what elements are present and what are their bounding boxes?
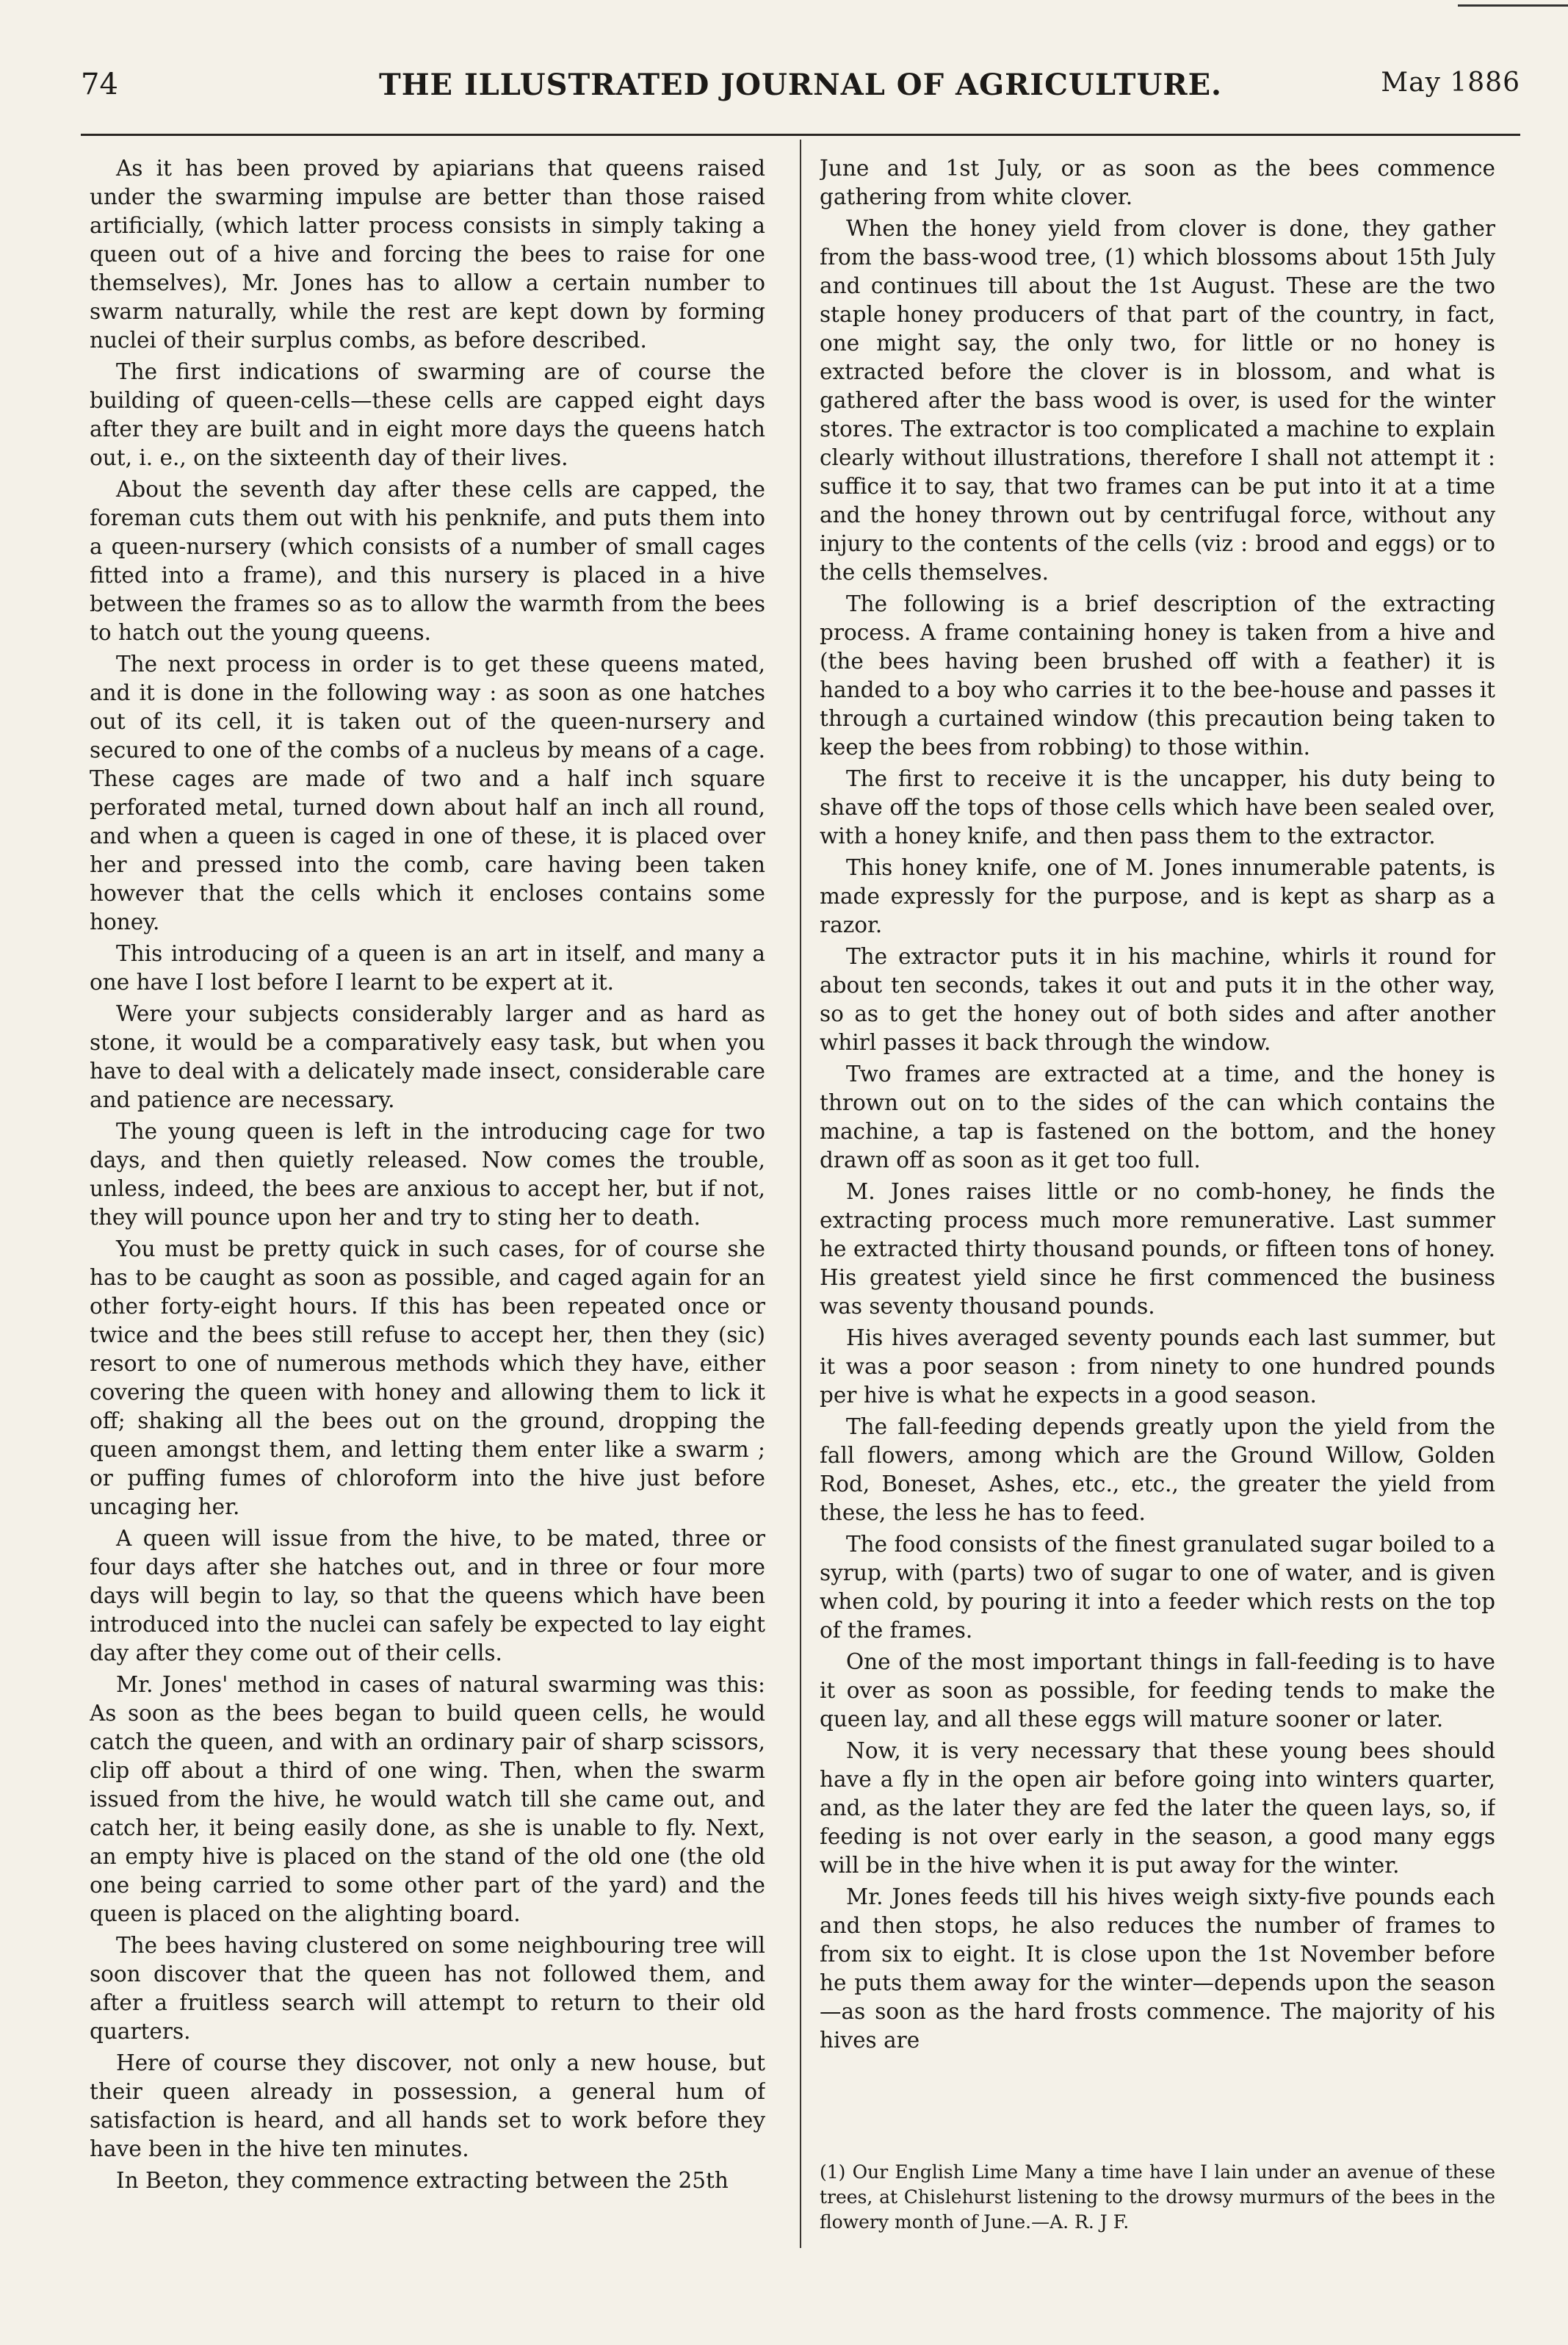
paragraph: Here of course they discover, not only a new house, but their queen already in possession, a general hum of satisfaction is heard, and all hands set to work before they have been in the hive ten minutes. bbox=[90, 2050, 765, 2161]
paragraph: A queen will issue from the hive, to be mated, three or four days after she hatches out, and in three or four more days will begin to lay, so that the queens which have been introduced into the nuclei can safely be expected to lay eight day after they come out of their cells. bbox=[90, 1526, 765, 1665]
column-divider bbox=[800, 140, 801, 2248]
paragraph: Now, it is very necessary that these young bees should have a fly in the open air before going into winters quarter, and, as the later they are fed the later the queen lays, so, if feeding is not over early in the season, a good many eggs will be in the hive when it is put away for the winter. bbox=[820, 1738, 1495, 1878]
paragraph: The extractor puts it in his machine, whirls it round for about ten seconds, takes it out and puts it in the other way, so as to get the honey out of both sides and after another whirl passes it back through the window. bbox=[820, 944, 1495, 1055]
paragraph: The first to receive it is the uncapper, his duty being to shave off the tops of those cells which have been sealed over, with a honey knife, and then pass them to the extractor. bbox=[820, 766, 1495, 849]
paragraph: The next process in order is to get these queens mated, and it is done in the following way : as soon as one hatches out of its cell, it is taken out of the queen-nursery and secured to one of the combs of a nucleus by means of a cage. These cages are made of two and a half inch square perforated metal, turned down about half an inch all round, and when a queen is caged in one of these, it is placed over her and pressed into the comb, care having been taken however that the cells which it encloses contains some honey. bbox=[90, 652, 765, 934]
paragraph: You must be pretty quick in such cases, for of course she has to be caught as soon as possible, and caged again for an other forty-eight hours. If this has been repeated once or twice and the bees still refuse to accept her, then they (sic) resort to one of numerous methods which they have, either covering the queen with honey and allowing them to lick it off; shaking all the bees out on the ground, dropping the queen amongst them, and letting them enter like a swarm ; or puffing fumes of chloroform into the hive just before uncaging her. bbox=[90, 1236, 765, 1519]
paragraph: The young queen is left in the introducing cage for two days, and then quietly released. Now comes the trouble, unless, indeed, the bees are anxious to accept her, but if not, they will pounce upon her and try to sting her to death. bbox=[90, 1119, 765, 1230]
running-header bbox=[81, 68, 1520, 112]
paragraph: This honey knife, one of M. Jones innumerable patents, is made expressly for the purpose, and is kept as sharp as a razor. bbox=[820, 855, 1495, 937]
header-rule bbox=[81, 134, 1520, 136]
paragraph: In Beeton, they commence extracting between the 25th bbox=[116, 2168, 729, 2193]
journal-title: THE ILLUSTRATED JOURNAL OF AGRICULTURE. bbox=[379, 68, 1222, 102]
paragraph: M. Jones raises little or no comb-honey, he finds the extracting process much more remunerative. Last summer he extracted thirty thousand pounds, or fifteen tons of honey. His greatest yield since he first commenced the business was seventy thousand pounds. bbox=[820, 1179, 1495, 1319]
paragraph: Were your subjects considerably larger and as hard as stone, it would be a comparatively easy task, but when you have to deal with a delicately made insect, considerable care and patience are necessary. bbox=[90, 1001, 765, 1112]
paragraph: When the honey yield from clover is done, they gather from the bass-wood tree, (1) which blossoms about 15th July and continues till about the 1st August. These are the two staple honey producers of that part of the country, in fact, one might say, the only two, for little or no honey is extracted before the clover is in blossom, and what is gathered after the bass wood is over, is used for the winter stores. The extractor is too complicated a machine to explain clearly without illustrations, therefore I shall not attempt it : suffice it to say, that two frames can be put into it at a time and the honey thrown out by centrifugal force, without any injury to the contents of the cells (viz : brood and eggs) or to the cells themselves. bbox=[820, 216, 1495, 585]
paragraph: The first indications of swarming are of course the building of queen-cells—these cells are capped eight days after they are built and in eight more days the queens hatch out, i. e., on the sixteenth day of their lives. bbox=[90, 359, 765, 470]
footnote: (1) Our English Lime Many a time have I lain under an avenue of these trees, at Chislehurst listening to the drowsy murmurs of the bees in the flowery month of June.—A. R. J F. bbox=[820, 2161, 1495, 2233]
paragraph: Mr. Jones feeds till his hives weigh sixty-five pounds each and then stops, he also reduces the number of frames to from six to eight. It is close upon the 1st November before he puts them away for the winter—depends upon the season—as soon as the hard frosts commence. The majority of his hives are bbox=[820, 1884, 1495, 2053]
paragraph: Two frames are extracted at a time, and the honey is thrown out on to the sides of the can which contains the machine, a tap is fastened on the bottom, and the honey drawn off as soon as it get too full. bbox=[820, 1062, 1495, 1172]
issue-date: May 1886 bbox=[1381, 68, 1520, 98]
paragraph: The food consists of the finest granulated sugar boiled to a syrup, with (parts) two of sugar to one of water, and is given when cold, by pouring it into a feeder which rests on the top of the frames. bbox=[820, 1532, 1495, 1643]
paragraph: Mr. Jones' method in cases of natural swarming was this: As soon as the bees began to build queen cells, he would catch the queen, and with an ordinary pair of sharp scissors, clip off about a third of one wing. Then, when the swarm issued from the hive, he would watch till she came out, and catch her, it being easily done, as she is unable to fly. Next, an empty hive is placed on the stand of the old one (the old one being carried to some other part of the yard) and the queen is placed on the alighting board. bbox=[90, 1672, 765, 1926]
paragraph: About the seventh day after these cells are capped, the foreman cuts them out with his penknife, and puts them into a queen-nursery (which consists of a number of small cages fitted into a frame), and this nursery is placed in a hive between the frames so as to allow the warmth from the bees to hatch out the young queens. bbox=[90, 477, 765, 645]
paragraph: One of the most important things in fall-feeding is to have it over as soon as possible, for feeding tends to make the queen lay, and all these eggs will mature sooner or later. bbox=[820, 1649, 1495, 1732]
paragraph: The bees having clustered on some neighbouring tree will soon discover that the queen has not followed them, and after a fruitless search will attempt to return to their old quarters. bbox=[90, 1933, 765, 2044]
paragraph: This introducing of a queen is an art in itself, and many a one have I lost before I learnt to be expert at it. bbox=[90, 941, 765, 995]
top-edge-mark bbox=[1458, 4, 1568, 7]
paragraph-continuation: June and 1st July, or as soon as the bees commence gathering from white clover. bbox=[820, 156, 1495, 209]
paragraph: The following is a brief description of the extracting process. A frame containing honey is taken from a hive and (the bees having been brushed off with a feather) it is handed to a boy who carries it to the bee-house and passes it through a curtained window (this precaution being taken to keep the bees from robbing) to those within. bbox=[820, 591, 1495, 760]
page-number: 74 bbox=[81, 68, 118, 101]
left-column bbox=[90, 154, 765, 2255]
paragraph: As it has been proved by apiarians that queens raised under the swarming impulse are better than those raised artificially, (which latter process consists in simply taking a queen out of a hive and forcing the bees to raise for one themselves), Mr. Jones has to allow a certain number to swarm naturally, while the rest are kept down by forming nuclei of their surplus combs, as before described. bbox=[90, 156, 765, 353]
paragraph: The fall-feeding depends greatly upon the yield from the fall flowers, among which are the Ground Willow, Golden Rod, Boneset, Ashes, etc., etc., the greater the yield from these, the less he has to feed. bbox=[820, 1414, 1495, 1525]
paragraph: His hives averaged seventy pounds each last summer, but it was a poor season : from ninety to one hundred pounds per hive is what he expects in a good season. bbox=[820, 1325, 1495, 1408]
right-column bbox=[820, 154, 1495, 2255]
